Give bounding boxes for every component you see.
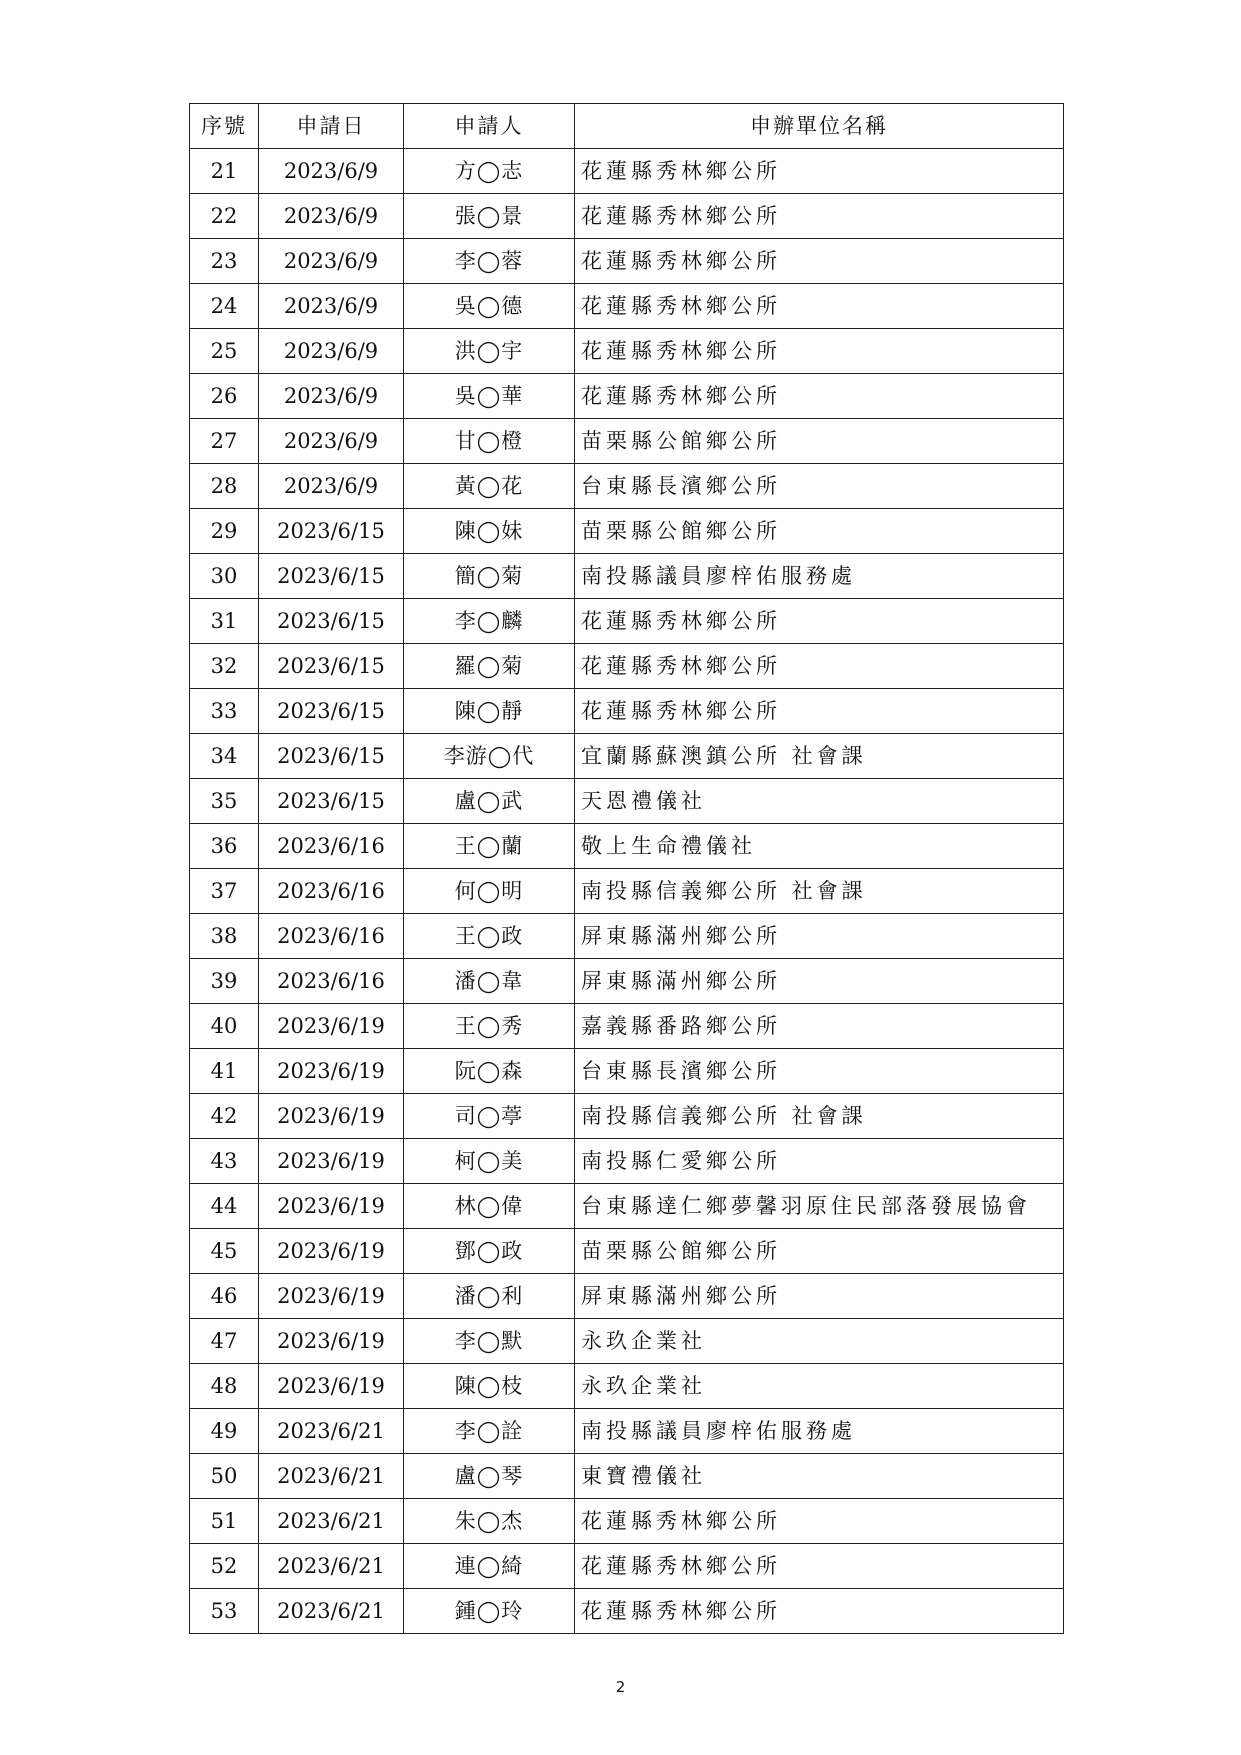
cell-application-date: 2023/6/19 [259,1364,404,1409]
cell-serial-number: 23 [190,239,259,284]
cell-applicant: 陳◯妹 [404,509,575,554]
cell-serial-number: 42 [190,1094,259,1139]
table-row [190,1184,1064,1229]
table-row [190,464,1064,509]
table-row [190,1364,1064,1409]
table-body [190,149,1064,1634]
table-row [190,509,1064,554]
cell-unit-name: 花蓮縣秀林鄉公所 [575,374,1064,419]
table-row [190,1094,1064,1139]
cell-applicant: 洪◯宇 [404,329,575,374]
cell-unit-name: 南投縣信義鄉公所 社會課 [575,1094,1064,1139]
table-row [190,374,1064,419]
cell-applicant: 李◯麟 [404,599,575,644]
cell-unit-name: 天恩禮儀社 [575,779,1064,824]
cell-application-date: 2023/6/9 [259,194,404,239]
cell-unit-name: 苗栗縣公館鄉公所 [575,419,1064,464]
cell-applicant: 吳◯華 [404,374,575,419]
header-applicant: 申請人 [404,104,575,149]
cell-application-date: 2023/6/15 [259,734,404,779]
cell-application-date: 2023/6/16 [259,914,404,959]
table-row [190,869,1064,914]
cell-unit-name: 南投縣仁愛鄉公所 [575,1139,1064,1184]
table-row [190,284,1064,329]
cell-application-date: 2023/6/21 [259,1454,404,1499]
cell-serial-number: 53 [190,1589,259,1634]
header-serial-number: 序號 [190,104,259,149]
table-row [190,554,1064,599]
cell-serial-number: 37 [190,869,259,914]
cell-application-date: 2023/6/16 [259,959,404,1004]
table-row [190,1409,1064,1454]
cell-unit-name: 花蓮縣秀林鄉公所 [575,239,1064,284]
header-application-date: 申請日 [259,104,404,149]
cell-unit-name: 永玖企業社 [575,1319,1064,1364]
cell-applicant: 吳◯德 [404,284,575,329]
cell-unit-name: 花蓮縣秀林鄉公所 [575,194,1064,239]
table-row [190,1589,1064,1634]
header-row [190,104,1064,149]
cell-serial-number: 49 [190,1409,259,1454]
cell-applicant: 陳◯枝 [404,1364,575,1409]
cell-application-date: 2023/6/15 [259,689,404,734]
cell-serial-number: 40 [190,1004,259,1049]
cell-serial-number: 43 [190,1139,259,1184]
cell-unit-name: 屏東縣滿州鄉公所 [575,1274,1064,1319]
cell-applicant: 方◯志 [404,149,575,194]
cell-serial-number: 22 [190,194,259,239]
cell-application-date: 2023/6/15 [259,644,404,689]
table-row [190,644,1064,689]
table-row [190,1139,1064,1184]
cell-serial-number: 51 [190,1499,259,1544]
table-row [190,734,1064,779]
table-row [190,194,1064,239]
cell-application-date: 2023/6/9 [259,149,404,194]
cell-applicant: 盧◯琴 [404,1454,575,1499]
cell-application-date: 2023/6/19 [259,1274,404,1319]
cell-applicant: 王◯蘭 [404,824,575,869]
cell-application-date: 2023/6/9 [259,419,404,464]
cell-applicant: 甘◯橙 [404,419,575,464]
cell-serial-number: 28 [190,464,259,509]
cell-unit-name: 南投縣議員廖梓佑服務處 [575,1409,1064,1454]
table-row [190,1049,1064,1094]
cell-application-date: 2023/6/19 [259,1094,404,1139]
cell-serial-number: 24 [190,284,259,329]
table-row [190,1274,1064,1319]
cell-applicant: 潘◯韋 [404,959,575,1004]
cell-application-date: 2023/6/19 [259,1319,404,1364]
cell-serial-number: 29 [190,509,259,554]
cell-unit-name: 苗栗縣公館鄉公所 [575,509,1064,554]
cell-serial-number: 35 [190,779,259,824]
cell-applicant: 黃◯花 [404,464,575,509]
cell-applicant: 李◯詮 [404,1409,575,1454]
cell-serial-number: 41 [190,1049,259,1094]
cell-serial-number: 36 [190,824,259,869]
page-number: 2 [615,1678,626,1696]
cell-unit-name: 花蓮縣秀林鄉公所 [575,644,1064,689]
cell-application-date: 2023/6/19 [259,1184,404,1229]
cell-application-date: 2023/6/16 [259,824,404,869]
cell-unit-name: 花蓮縣秀林鄉公所 [575,1499,1064,1544]
cell-application-date: 2023/6/9 [259,239,404,284]
cell-serial-number: 30 [190,554,259,599]
table-row [190,1229,1064,1274]
cell-application-date: 2023/6/15 [259,554,404,599]
cell-application-date: 2023/6/19 [259,1049,404,1094]
cell-applicant: 李◯蓉 [404,239,575,284]
table-row [190,1454,1064,1499]
cell-application-date: 2023/6/21 [259,1499,404,1544]
cell-applicant: 柯◯美 [404,1139,575,1184]
cell-unit-name: 南投縣議員廖梓佑服務處 [575,554,1064,599]
table-row [190,914,1064,959]
cell-serial-number: 26 [190,374,259,419]
cell-application-date: 2023/6/15 [259,509,404,554]
cell-applicant: 盧◯武 [404,779,575,824]
cell-unit-name: 花蓮縣秀林鄉公所 [575,149,1064,194]
cell-serial-number: 47 [190,1319,259,1364]
cell-applicant: 王◯秀 [404,1004,575,1049]
cell-unit-name: 永玖企業社 [575,1364,1064,1409]
table-row [190,599,1064,644]
cell-serial-number: 46 [190,1274,259,1319]
cell-serial-number: 50 [190,1454,259,1499]
cell-unit-name: 花蓮縣秀林鄉公所 [575,599,1064,644]
cell-serial-number: 52 [190,1544,259,1589]
cell-application-date: 2023/6/15 [259,779,404,824]
cell-applicant: 張◯景 [404,194,575,239]
table-row [190,1499,1064,1544]
cell-serial-number: 21 [190,149,259,194]
cell-applicant: 李游◯代 [404,734,575,779]
cell-unit-name: 花蓮縣秀林鄉公所 [575,284,1064,329]
cell-unit-name: 屏東縣滿州鄉公所 [575,914,1064,959]
cell-applicant: 朱◯杰 [404,1499,575,1544]
cell-serial-number: 48 [190,1364,259,1409]
table-row [190,689,1064,734]
cell-application-date: 2023/6/19 [259,1004,404,1049]
table-row [190,239,1064,284]
cell-serial-number: 32 [190,644,259,689]
table-row [190,1319,1064,1364]
applicant-table [189,103,1064,1634]
header-unit-name: 申辦單位名稱 [575,104,1064,149]
cell-application-date: 2023/6/9 [259,374,404,419]
cell-serial-number: 31 [190,599,259,644]
cell-application-date: 2023/6/16 [259,869,404,914]
cell-unit-name: 苗栗縣公館鄉公所 [575,1229,1064,1274]
cell-unit-name: 台東縣長濱鄉公所 [575,1049,1064,1094]
table-row [190,1004,1064,1049]
cell-applicant: 林◯偉 [404,1184,575,1229]
cell-serial-number: 39 [190,959,259,1004]
cell-applicant: 鄧◯政 [404,1229,575,1274]
cell-serial-number: 44 [190,1184,259,1229]
cell-application-date: 2023/6/21 [259,1589,404,1634]
cell-applicant: 簡◯菊 [404,554,575,599]
table-row [190,329,1064,374]
cell-unit-name: 南投縣信義鄉公所 社會課 [575,869,1064,914]
cell-unit-name: 東寶禮儀社 [575,1454,1064,1499]
cell-unit-name: 宜蘭縣蘇澳鎮公所 社會課 [575,734,1064,779]
cell-applicant: 李◯默 [404,1319,575,1364]
cell-application-date: 2023/6/9 [259,284,404,329]
cell-applicant: 陳◯靜 [404,689,575,734]
table-row [190,959,1064,1004]
table-row [190,1544,1064,1589]
cell-application-date: 2023/6/15 [259,599,404,644]
cell-unit-name: 台東縣長濱鄉公所 [575,464,1064,509]
cell-unit-name: 花蓮縣秀林鄉公所 [575,329,1064,374]
cell-serial-number: 34 [190,734,259,779]
cell-applicant: 司◯葶 [404,1094,575,1139]
cell-unit-name: 花蓮縣秀林鄉公所 [575,1544,1064,1589]
cell-unit-name: 嘉義縣番路鄉公所 [575,1004,1064,1049]
cell-serial-number: 45 [190,1229,259,1274]
cell-applicant: 羅◯菊 [404,644,575,689]
cell-applicant: 何◯明 [404,869,575,914]
cell-application-date: 2023/6/21 [259,1409,404,1454]
cell-applicant: 阮◯森 [404,1049,575,1094]
cell-application-date: 2023/6/19 [259,1229,404,1274]
cell-applicant: 潘◯利 [404,1274,575,1319]
table-row [190,419,1064,464]
cell-serial-number: 38 [190,914,259,959]
cell-unit-name: 花蓮縣秀林鄉公所 [575,1589,1064,1634]
cell-application-date: 2023/6/21 [259,1544,404,1589]
cell-unit-name: 台東縣達仁鄉夢馨羽原住民部落發展協會 [575,1184,1064,1229]
table-row [190,824,1064,869]
cell-application-date: 2023/6/9 [259,464,404,509]
cell-serial-number: 27 [190,419,259,464]
cell-serial-number: 33 [190,689,259,734]
cell-application-date: 2023/6/9 [259,329,404,374]
cell-applicant: 王◯政 [404,914,575,959]
cell-applicant: 鍾◯玲 [404,1589,575,1634]
cell-serial-number: 25 [190,329,259,374]
table-row [190,149,1064,194]
cell-applicant: 連◯綺 [404,1544,575,1589]
table-row [190,779,1064,824]
cell-application-date: 2023/6/19 [259,1139,404,1184]
cell-unit-name: 屏東縣滿州鄉公所 [575,959,1064,1004]
cell-unit-name: 敬上生命禮儀社 [575,824,1064,869]
cell-unit-name: 花蓮縣秀林鄉公所 [575,689,1064,734]
table-header [190,104,1064,149]
